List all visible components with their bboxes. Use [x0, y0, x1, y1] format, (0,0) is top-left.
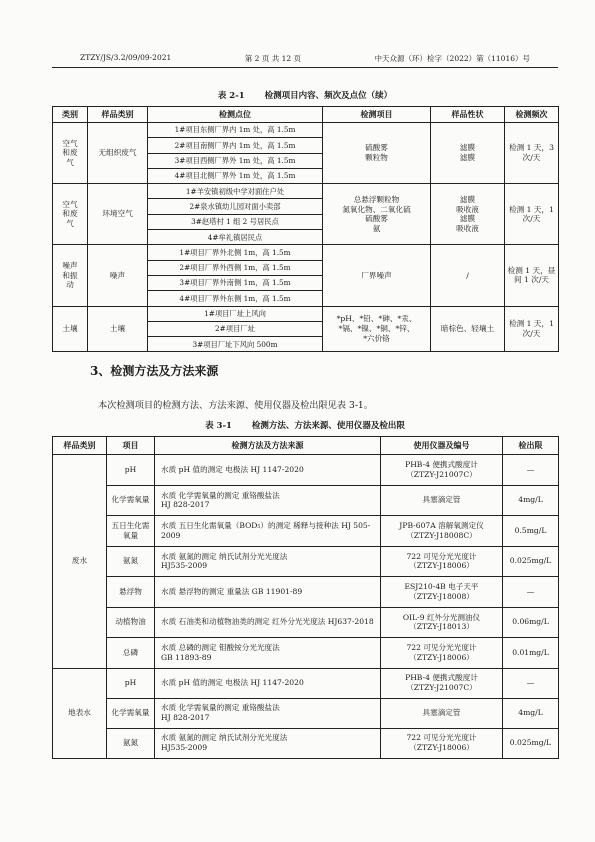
- item-cell: 总磷: [107, 638, 155, 669]
- instrument-cell: 722 可见分光光度计 （ZTZY-J18006）: [381, 638, 503, 669]
- monitoring-point-cell: 3#项目西侧厂界外 1m 处，高 1.5m: [148, 153, 323, 168]
- section-title: 3、检测方法及方法来源: [90, 364, 219, 378]
- item-cell: 化学需氧量: [107, 485, 155, 516]
- monitoring-point-cell: 3#项目厂界外南侧 1m，高 1.5m: [148, 275, 323, 290]
- instrument-cell: JPB-607A 溶解氧测定仪 （ZTZY-J18008C）: [381, 516, 503, 547]
- item-cell: 化学需氧量: [107, 698, 155, 728]
- category-cell: 噪声 和振 动: [53, 245, 88, 306]
- page-number: 第 2 页 共 12 页: [244, 54, 302, 63]
- column-header: 检出限: [503, 437, 559, 455]
- sample-type-cell: 土壤: [88, 306, 148, 352]
- category-cell: 空气 和废 气: [53, 123, 88, 184]
- sample-type-cell: 环境空气: [88, 184, 148, 245]
- sample-nature-cell: 滤膜 吸收液 滤膜 吸收液: [431, 184, 505, 245]
- column-header: 检测点位: [148, 107, 323, 123]
- sample-type-cell: 废水: [53, 455, 107, 669]
- instrument-cell: ESJ210-4B 电子天平 （ZTZY-J18008）: [381, 577, 503, 608]
- monitoring-point-cell: 4#项目厂界外东侧 1m，高 1.5m: [148, 291, 323, 306]
- table-row: [53, 546, 559, 577]
- instrument-cell: OIL-9 红外分光测油仪 （ZTZY-J18013）: [381, 607, 503, 638]
- method-cell: 水质 pH 值的测定 电极法 HJ 1147-2020: [155, 668, 381, 698]
- monitoring-point-cell: 1#羊安镇初级中学对面住户处: [148, 184, 323, 199]
- table-row: [53, 577, 559, 608]
- caption-title: 检测项目内容、频次及点位（续）: [264, 91, 393, 101]
- item-cell: 悬浮物: [107, 577, 155, 608]
- table-header-row: [53, 107, 559, 123]
- method-cell: 水质 总磷的测定 钼酸铵分光光度法 GB 11893-89: [155, 638, 381, 669]
- table-row: [53, 516, 559, 547]
- item-cell: 五日生化需氧量: [107, 516, 155, 547]
- section-intro: 本次检测项目的检测方法、方法来源、使用仪器及检出限见表 3-1。: [98, 400, 373, 411]
- test-items-cell: 厂界噪声: [323, 245, 431, 306]
- method-cell: 水质 石油类和动植物油类的测定 红外分光光度法 HJ637-2018: [155, 607, 381, 638]
- instrument-cell: 具塞滴定管: [381, 698, 503, 728]
- item-cell: 氨氮: [107, 546, 155, 577]
- caption-number: 表 3-1: [205, 421, 232, 431]
- monitoring-point-cell: 3#赵塔村 1 组 2 号居民点: [148, 214, 323, 229]
- table-3-1: [52, 436, 559, 759]
- monitoring-point-cell: 2#项目南侧厂界内 1m 处，高 1.5m: [148, 138, 323, 153]
- column-header: 样品类别: [88, 107, 148, 123]
- sample-type-cell: 噪声: [88, 245, 148, 306]
- column-header: 项目: [107, 437, 155, 455]
- detection-limit-cell: 0.06mg/L: [503, 607, 559, 638]
- monitoring-point-cell: 2#项目厂址: [148, 321, 323, 336]
- table-row: [53, 123, 559, 138]
- detection-limit-cell: 4mg/L: [503, 485, 559, 516]
- test-items-cell: 硫酸雾 颗粒物: [323, 123, 431, 184]
- column-header: 类别: [53, 107, 88, 123]
- monitoring-point-cell: 1#项目东侧厂界内 1m 处，高 1.5m: [148, 123, 323, 138]
- table-row: [53, 698, 559, 728]
- caption-title: 检测方法、方法来源、使用仪器及检出限: [251, 421, 405, 431]
- item-cell: 动植物油: [107, 607, 155, 638]
- sample-type-cell: 地表水: [53, 668, 107, 758]
- item-cell: pH: [107, 455, 155, 486]
- column-header: 样品类别: [53, 437, 107, 455]
- table-2-1-caption: [52, 89, 558, 101]
- method-cell: 水质 氨氮的测定 纳氏试剂分光光度法 HJ535-2009: [155, 728, 381, 758]
- monitoring-point-cell: 3#项目厂址下风向 500m: [148, 337, 323, 352]
- detection-limit-cell: 0.01mg/L: [503, 638, 559, 669]
- method-cell: 水质 悬浮物的测定 重量法 GB 11901-89: [155, 577, 381, 608]
- table-row: [53, 184, 559, 199]
- instrument-cell: PHB-4 便携式酸度计 （ZTZY-J21007C）: [381, 455, 503, 486]
- table-row: [53, 306, 559, 321]
- monitoring-point-cell: 2#泉水镇幼儿园对面小卖部: [148, 199, 323, 214]
- frequency-cell: 检测 1 天，3 次/天: [505, 123, 559, 184]
- category-cell: 空气 和废 气: [53, 184, 88, 245]
- detection-limit-cell: 0.025mg/L: [503, 728, 559, 758]
- detection-limit-cell: —: [503, 455, 559, 486]
- monitoring-point-cell: 4#项目北侧厂界外 1m 处，高 1.5m: [148, 168, 323, 183]
- instrument-cell: 具塞滴定管: [381, 485, 503, 516]
- column-header: 检测项目: [323, 107, 431, 123]
- sample-nature-cell: /: [431, 245, 505, 306]
- method-cell: 水质 化学需氧量的测定 重铬酸盐法 HJ 828-2017: [155, 485, 381, 516]
- detection-limit-cell: —: [503, 577, 559, 608]
- category-cell: 土壤: [53, 306, 88, 352]
- column-header: 使用仪器及编号: [381, 437, 503, 455]
- table-3-1-caption: [52, 419, 558, 431]
- table-header-row: [53, 437, 559, 455]
- sample-nature-cell: 暗棕色、轻壤土: [431, 306, 505, 352]
- sample-nature-cell: 滤膜 滤膜: [431, 123, 505, 184]
- header-rule: [52, 67, 558, 68]
- instrument-cell: 722 可见分光光度计 （ZTZY-J18006）: [381, 546, 503, 577]
- table-row: [53, 485, 559, 516]
- monitoring-point-cell: 1#项目厂址上风向: [148, 306, 323, 321]
- method-cell: 水质 五日生化需氧量（BOD₅）的测定 稀释与接种法 HJ 505-2009: [155, 516, 381, 547]
- column-header: 检测方法及方法来源: [155, 437, 381, 455]
- instrument-cell: PHB-4 便携式酸度计 （ZTZY-J21007C）: [381, 668, 503, 698]
- item-cell: pH: [107, 668, 155, 698]
- table-2-1: [52, 106, 559, 352]
- table-row: [53, 607, 559, 638]
- detection-limit-cell: 0.025mg/L: [503, 546, 559, 577]
- detection-limit-cell: 0.5mg/L: [503, 516, 559, 547]
- monitoring-point-cell: 2#项目厂界外西侧 1m，高 1.5m: [148, 260, 323, 275]
- method-cell: 水质 氨氮的测定 纳氏试剂分光光度法 HJ535-2009: [155, 546, 381, 577]
- table-row: [53, 668, 559, 698]
- monitoring-point-cell: 1#项目厂界外北侧 1m，高 1.5m: [148, 245, 323, 260]
- detection-limit-cell: —: [503, 668, 559, 698]
- document-code: ZTZY/JS/3.2/09/09-2021: [80, 53, 172, 62]
- frequency-cell: 检测 1 天，1 次/天: [505, 184, 559, 245]
- column-header: 检测频次: [505, 107, 559, 123]
- monitoring-point-cell: 4#牟礼镇居民点: [148, 230, 323, 245]
- caption-number: 表 2-1: [217, 91, 245, 101]
- column-header: 样品性状: [431, 107, 505, 123]
- item-cell: 氨氮: [107, 728, 155, 758]
- detection-limit-cell: 4mg/L: [503, 698, 559, 728]
- frequency-cell: 检测 1 天，1 次/天: [505, 306, 559, 352]
- report-number: 中天众源（环）检字（2022）第（11016）号: [374, 54, 530, 63]
- table-row: [53, 245, 559, 260]
- table-row: [53, 728, 559, 758]
- table-row: [53, 455, 559, 486]
- test-items-cell: 总悬浮颗粒物 氮氧化物、二氧化硫 硫酸雾 氨: [323, 184, 431, 245]
- test-items-cell: *pH、*铅、*砷、*汞、 *镉、*镍、*铜、*锌、 *六价铬: [323, 306, 431, 352]
- instrument-cell: 722 可见分光光度计 （ZTZY-J18006）: [381, 728, 503, 758]
- sample-type-cell: 无组织废气: [88, 123, 148, 184]
- frequency-cell: 检测 1 天，昼间 1 次/天: [505, 245, 559, 306]
- page-header: [80, 53, 530, 64]
- method-cell: 水质 化学需氧量的测定 重铬酸盐法 HJ 828-2017: [155, 698, 381, 728]
- method-cell: 水质 pH 值的测定 电极法 HJ 1147-2020: [155, 455, 381, 486]
- table-row: [53, 638, 559, 669]
